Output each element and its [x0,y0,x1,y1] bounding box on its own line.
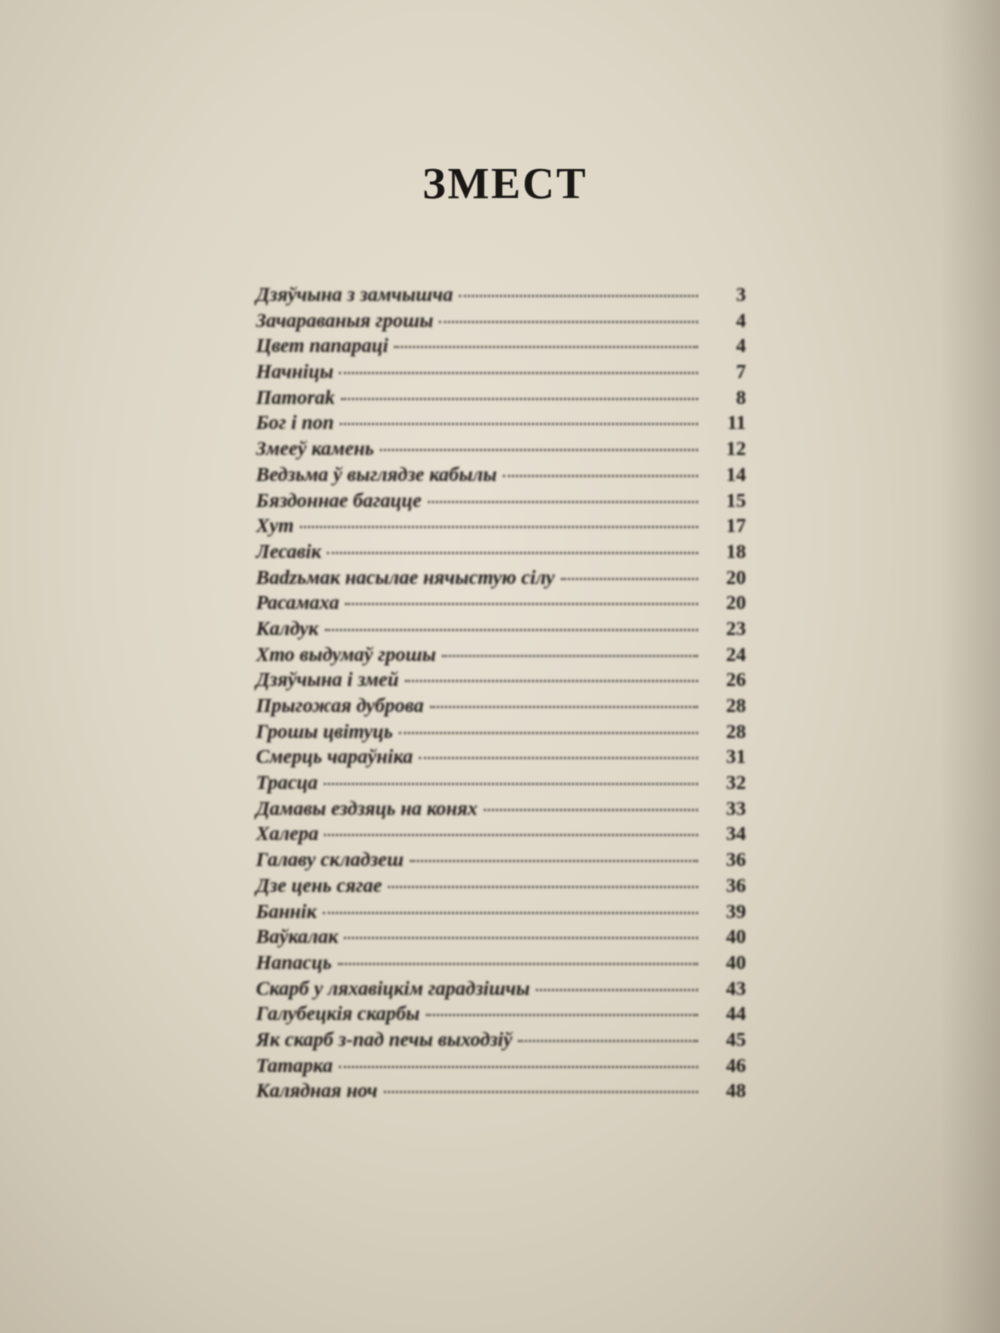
toc-entry [256,669,746,695]
dot-leader [561,578,698,580]
toc-entry-page-number: 8 [736,386,746,409]
toc-entry-page-number: 26 [726,669,746,692]
dot-leader [327,552,698,554]
toc-entry-label: Калдук [256,617,319,640]
toc-entry [256,875,746,901]
toc-entry-page-number: 36 [726,849,746,872]
dot-leader [405,680,698,682]
toc-entry [256,721,746,747]
toc-entry-page-number: 18 [726,540,746,563]
dot-leader [338,963,698,965]
toc-entry-page-number: 48 [726,1080,746,1103]
toc-entry-label: Дзяўчына з замчышча [256,284,453,306]
toc-entry [256,438,746,464]
toc-entry [256,926,746,952]
toc-entry-page-number: 33 [726,797,746,820]
toc-entry-page-number: 40 [726,951,746,974]
toc-entry [256,1080,746,1106]
toc-entry [256,1029,746,1055]
toc-entry [256,284,746,310]
toc-entry-page-number: 43 [726,977,746,1000]
toc-entry-label: Татарка [256,1054,333,1077]
dot-leader [340,423,698,425]
toc-entry-label: Змееў камень [256,438,374,461]
toc-entry [256,515,746,541]
toc-entry-label: Смерць чараўніка [256,746,413,769]
toc-entry [256,798,746,824]
toc-entry [256,978,746,1004]
dot-leader [518,1040,698,1042]
dot-leader [339,372,698,374]
dot-leader [324,783,698,785]
toc-entry-label: Прыгожая дуброва [256,695,424,717]
toc-entry [256,335,746,361]
toc-entry-label: Ваўкалак [256,926,339,949]
table-of-contents [256,284,746,1106]
toc-entry-page-number: 24 [726,643,746,666]
dot-leader [324,834,698,836]
toc-entry-label: Расамаха [256,592,340,615]
dot-leader [430,706,698,708]
toc-entry [256,541,746,567]
toc-entry [256,823,746,849]
toc-entry-label: Баннік [256,900,317,923]
dot-leader [323,912,698,914]
toc-entry [256,567,746,593]
toc-entry-label: Трасца [256,772,318,795]
toc-entry-page-number: 14 [726,463,746,486]
toc-entry [256,644,746,670]
toc-entry [256,746,746,772]
toc-entry-page-number: 20 [726,566,746,589]
toc-entry [256,490,746,516]
toc-entry [256,952,746,978]
toc-entry [256,412,746,438]
dot-leader [300,526,698,528]
toc-entry-label: Скарб у ляхавіцкім гарадзішчы [256,977,530,1000]
toc-entry-page-number: 46 [726,1054,746,1077]
toc-entry-label: Калядная ноч [256,1080,378,1103]
toc-entry-page-number: 32 [726,772,746,795]
toc-entry-page-number: 20 [726,592,746,615]
dot-leader [399,732,698,734]
toc-entry-page-number: 28 [726,695,746,717]
toc-entry-page-number: 15 [726,489,746,512]
toc-entry-label: Дзе цень сягае [256,874,383,897]
dot-leader [442,655,698,657]
toc-entry-page-number: 12 [726,438,746,461]
toc-entry [256,695,746,721]
dot-leader [341,398,698,400]
toc-entry-label: Хто выдумаў грошы [256,643,436,666]
toc-entry-page-number: 4 [736,309,746,332]
toc-entry-page-number: 40 [726,926,746,949]
toc-entry-page-number: 17 [726,515,746,538]
toc-entry-label: Хут [256,515,294,538]
dot-leader [419,757,698,759]
dot-leader [459,295,698,297]
toc-entry [256,387,746,413]
dot-leader [439,321,698,323]
toc-entry-label: Ваdzьмак насылае нячыстую сілу [256,566,555,589]
toc-entry-page-number: 11 [727,412,746,435]
toc-entry-label: Напасць [256,951,332,974]
toc-entry-page-number: 36 [726,874,746,897]
toc-entry-page-number: 31 [726,746,746,769]
dot-leader [344,937,698,939]
dot-leader [394,346,698,348]
toc-entry [256,1003,746,1029]
dot-leader [410,860,698,862]
toc-entry-label: Пamorak [256,386,335,409]
dot-leader [384,1091,698,1093]
toc-entry-label: Бог і поп [256,412,334,435]
toc-entry-page-number: 45 [726,1028,746,1051]
toc-entry-label: Халера [256,823,319,846]
toc-entry-page-number: 4 [736,335,746,358]
dot-leader [345,603,698,605]
toc-entry-label: Начніцы [256,361,334,384]
toc-entry [256,772,746,798]
dot-leader [325,629,699,631]
toc-entry-page-number: 28 [726,720,746,743]
toc-entry-label: Цвет папараці [256,335,389,358]
toc-entry [256,592,746,618]
toc-entry-label: Лесавік [256,540,322,563]
toc-entry [256,901,746,927]
dot-leader [380,449,698,451]
toc-entry [256,361,746,387]
toc-entry-page-number: 7 [736,361,746,384]
toc-entry-label: Галубецкія скарбы [256,1003,420,1026]
dot-leader [428,501,699,503]
toc-entry-label: Галаву складзеш [256,849,404,872]
dot-leader [536,989,698,991]
page-title: ЗМЕСТ [422,159,588,208]
toc-entry-page-number: 23 [726,617,746,640]
toc-entry-label: Бяздоннае багацце [256,489,422,512]
dot-leader [339,1066,698,1068]
toc-entry [256,464,746,490]
toc-entry-page-number: 3 [736,284,746,306]
dot-leader [388,886,698,888]
toc-entry-page-number: 34 [726,823,746,846]
toc-entry [256,849,746,875]
toc-entry-page-number: 44 [726,1003,746,1026]
toc-entry-label: Зачараваныя грошы [256,309,434,332]
toc-entry-label: Як скарб з-пад печы выходзіў [256,1028,513,1051]
toc-entry [256,310,746,336]
toc-entry [256,1055,746,1081]
dot-leader [484,809,698,811]
dot-leader [426,1014,698,1016]
toc-entry-label: Дзяўчына і змей [256,669,399,692]
toc-entry-label: Грошы цвітуць [256,720,393,743]
toc-entry-page-number: 39 [726,900,746,923]
toc-entry [256,618,746,644]
toc-entry-label: Ведзьма ў выглядзе кабылы [256,463,497,486]
dot-leader [503,475,698,477]
toc-entry-label: Дамавы ездзяць на конях [256,797,478,820]
